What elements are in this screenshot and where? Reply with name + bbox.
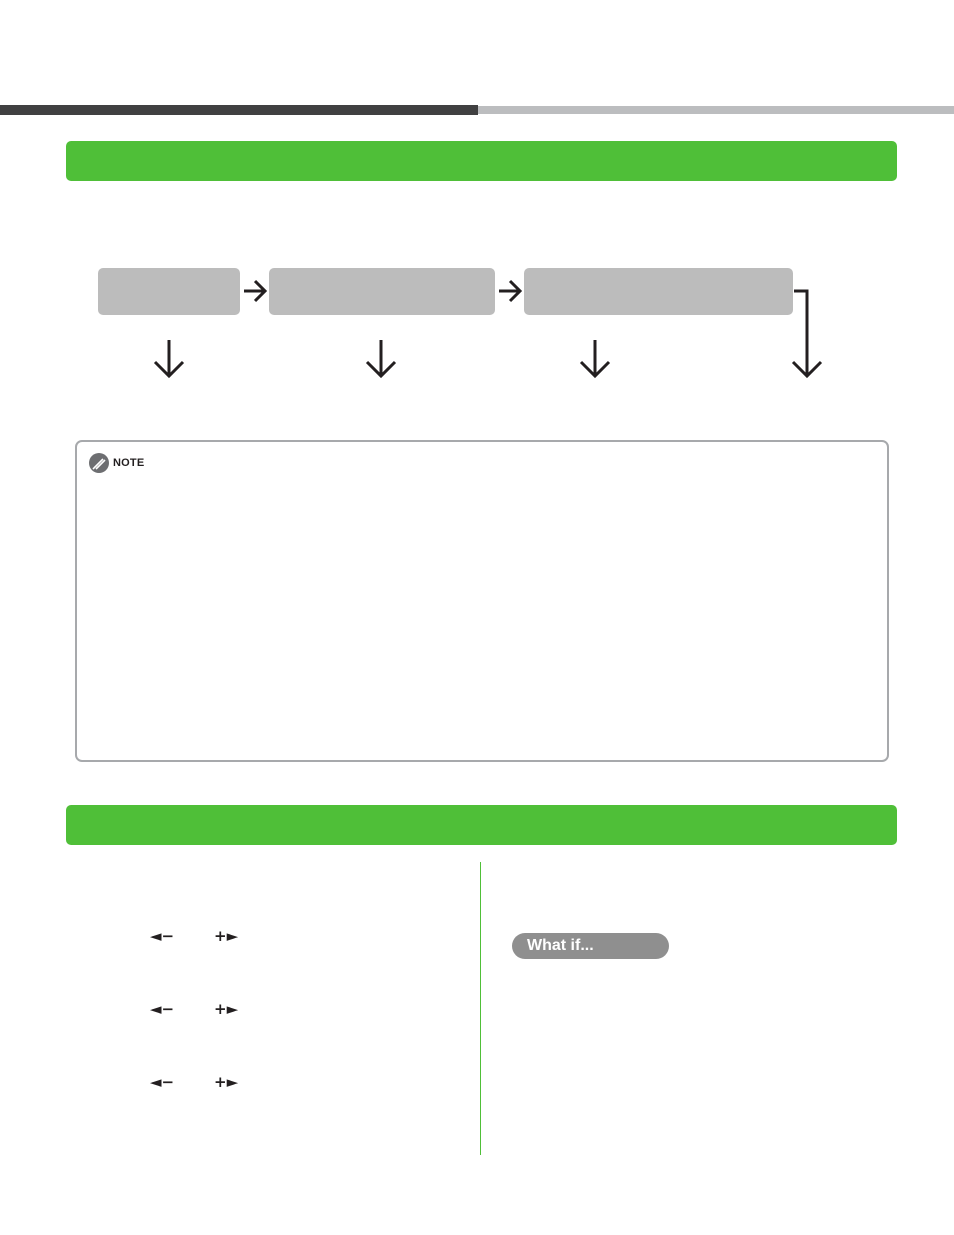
- down-arrow-icon: [367, 340, 395, 376]
- plus-key-icon: +►: [214, 1073, 239, 1091]
- what-if-label: What if...: [527, 937, 594, 954]
- flow-arrows: [0, 0, 954, 420]
- section-header-bar: [66, 805, 897, 845]
- down-arrow-icon: [155, 340, 183, 376]
- minus-key-icon: ◄−: [150, 927, 175, 945]
- column-divider: [480, 862, 481, 1155]
- plus-key-icon: +►: [214, 927, 239, 945]
- elbow-down-arrow-icon: [793, 291, 821, 376]
- right-arrow-icon: [244, 281, 265, 301]
- right-arrow-icon: [499, 281, 520, 301]
- minus-key-icon: ◄−: [150, 1073, 175, 1091]
- note-pencil-icon: [88, 452, 110, 474]
- note-label: NOTE: [113, 457, 145, 469]
- note-box: [75, 440, 889, 762]
- minus-key-icon: ◄−: [150, 1000, 175, 1018]
- plus-key-icon: +►: [214, 1000, 239, 1018]
- what-if-badge: [512, 933, 669, 959]
- down-arrow-icon: [581, 340, 609, 376]
